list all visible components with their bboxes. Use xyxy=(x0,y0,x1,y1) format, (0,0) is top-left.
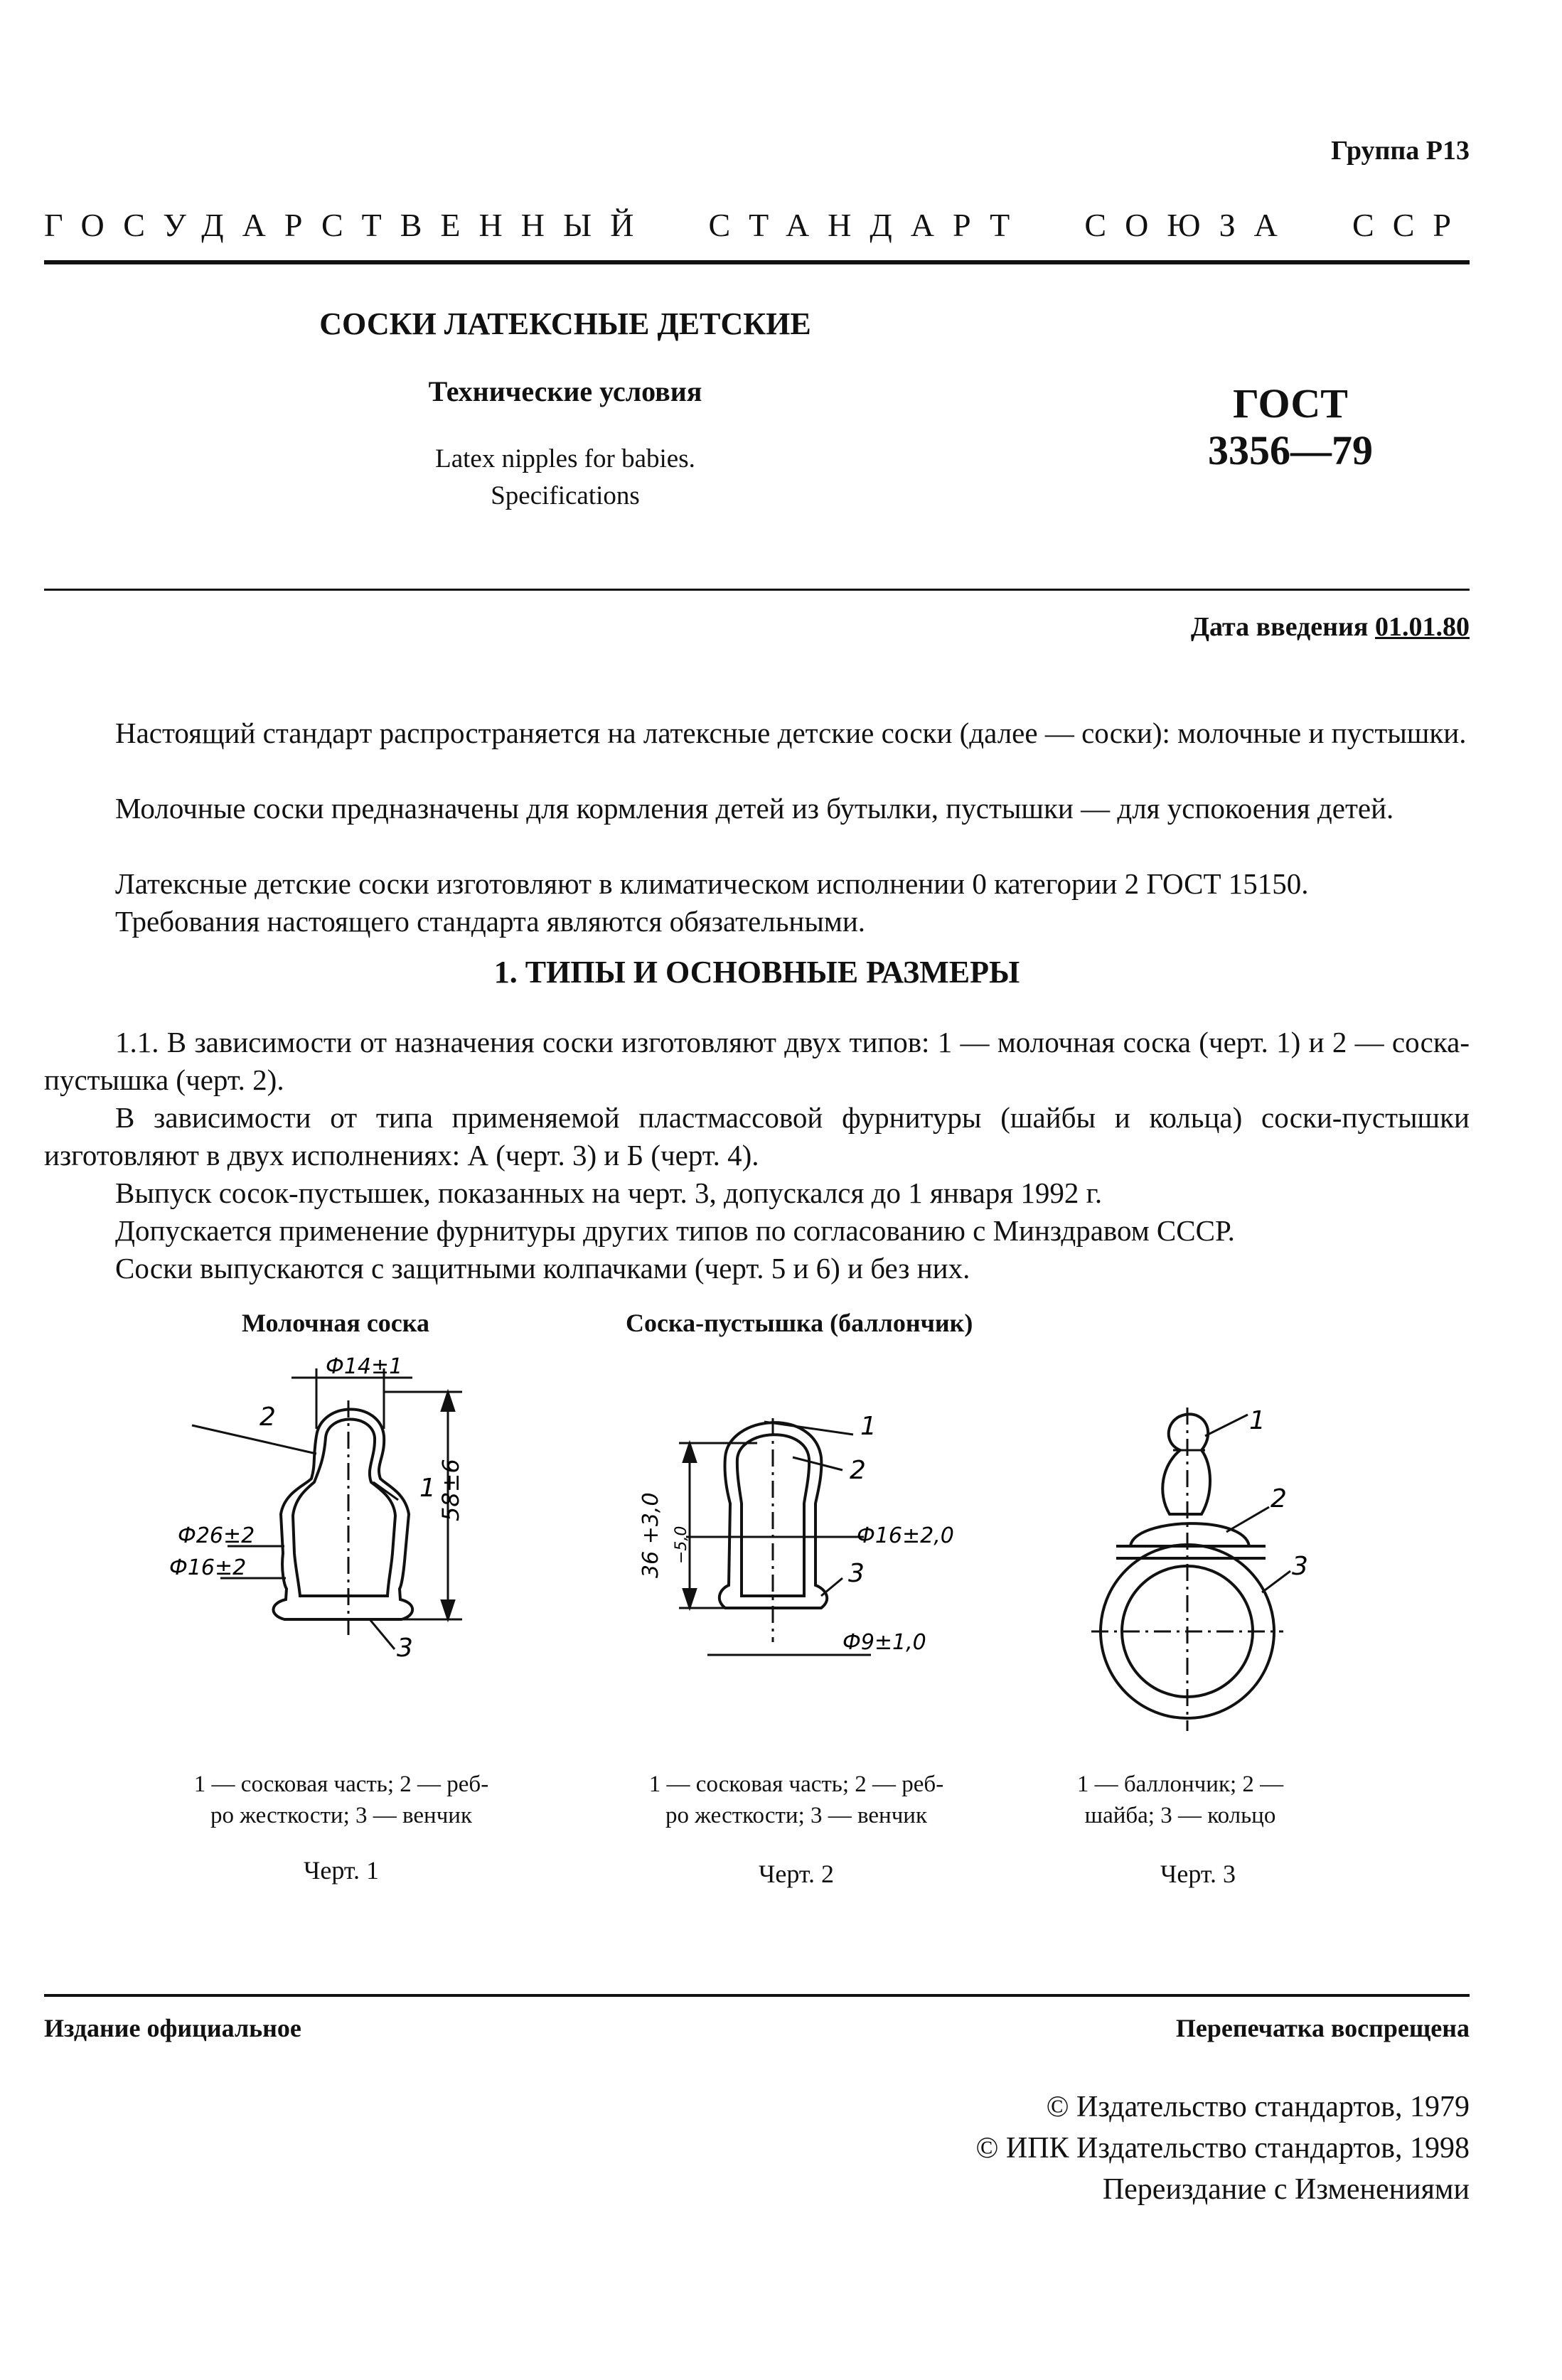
official-edition: Издание официальное xyxy=(44,2014,301,2042)
english-title xyxy=(352,441,779,515)
caption-line: 1 — сосковая часть; 2 — реб- xyxy=(193,1771,489,1797)
header-rule xyxy=(44,260,1470,264)
gost-number: 3356—79 xyxy=(1208,427,1373,473)
dim-height-label: 58±6 xyxy=(437,1459,464,1521)
section-heading: 1. ТИПЫ И ОСНОВНЫЕ РАЗМЕРЫ xyxy=(493,955,1020,990)
figure-1-drawing xyxy=(135,1351,533,1763)
section-paragraph: Соски выпускаются с защитными колпачками (черт. 5 и 6) и без них. xyxy=(115,1252,970,1285)
copyright-line: © ИПК Издательство стандартов, 1998 xyxy=(975,2132,1470,2165)
figure-3-number: Черт. 3 xyxy=(1160,1860,1236,1888)
figure-3-caption xyxy=(1024,1769,1337,1831)
intro-paragraph: Настоящий стандарт распространяется на латексные детские соски (далее — соски): молочные и пустышки. xyxy=(115,717,1467,749)
figure-1-caption xyxy=(156,1769,526,1831)
intro-date-label: Дата введения xyxy=(1190,612,1369,642)
figure-2-caption xyxy=(611,1769,981,1831)
part-label-2: 2 xyxy=(260,1403,276,1432)
reissue-line: Переиздание с Изменениями xyxy=(1102,2173,1470,2206)
part-label-2: 2 xyxy=(1271,1484,1287,1513)
intro-date-value: 01.01.80 xyxy=(1375,612,1470,642)
document-title: СОСКИ ЛАТЕКСНЫЕ ДЕТСКИЕ xyxy=(319,306,811,341)
intro-paragraph: Требования настоящего стандарта являются обязательными. xyxy=(115,905,866,938)
copyright-block xyxy=(975,2086,1470,2210)
dim-neck-label: Ф16±2 xyxy=(169,1555,247,1580)
nipple-inner xyxy=(293,1420,395,1597)
header-word: СОЮЗА xyxy=(1084,207,1296,243)
caption-line: ро жесткости; 3 — венчик xyxy=(665,1803,927,1828)
gost-designation xyxy=(1152,380,1429,474)
section-paragraph: В зависимости от типа применяемой пластмассовой фурнитуры (шайбы и кольца) соски-пустышки изготовляют в двух исполнениях: А (черт. 3) и Б (черт. 4). xyxy=(44,1101,1470,1172)
dim-body-label: Ф26±2 xyxy=(178,1523,255,1548)
footer-rule xyxy=(44,1994,1470,1997)
standard-header xyxy=(44,206,1470,244)
title-rule xyxy=(44,589,1470,591)
figure-1-number: Черт. 1 xyxy=(304,1856,379,1885)
part-label-3: 3 xyxy=(1292,1552,1308,1581)
shield xyxy=(1130,1523,1249,1546)
part-label-1: 1 xyxy=(1249,1406,1266,1435)
section-paragraph: Допускается применение фурнитуры других типов по согласованию с Минздравом СССР. xyxy=(115,1214,1235,1247)
header-word: СТАНДАРТ xyxy=(708,207,1029,243)
gost-label: ГОСТ xyxy=(1233,380,1348,427)
intro-date xyxy=(1191,611,1470,643)
header-word: ГОСУДАРСТВЕННЫЙ xyxy=(44,207,653,243)
header-word: ССР xyxy=(1352,207,1470,243)
copyright-line: © Издательство стандартов, 1979 xyxy=(1046,2091,1470,2123)
part-label-2: 2 xyxy=(850,1456,866,1485)
caption-line: шайба; 3 — кольцо xyxy=(1084,1803,1276,1828)
caption-line: 1 — баллончик; 2 — xyxy=(1076,1771,1284,1797)
intro-paragraph: Латексные детские соски изготовляют в климатическом исполнении 0 категории 2 ГОСТ 15150. xyxy=(115,867,1309,900)
section-paragraph: Выпуск сосок-пустышек, показанных на черт. 3, допускался до 1 января 1992 г. xyxy=(115,1176,1103,1209)
caption-line: 1 — сосковая часть; 2 — реб- xyxy=(648,1771,944,1797)
dim-bottom-label: Ф9±1,0 xyxy=(842,1630,926,1655)
section-paragraph: 1.1. В зависимости от назначения соски изготовляют двух типов: 1 — молочная соска (черт. 1) и 2 — соска-пустышка (черт. 2). xyxy=(44,1026,1470,1096)
part-label-1: 1 xyxy=(419,1474,436,1503)
dim-height-tolerance: −5,0 xyxy=(673,1526,690,1564)
dim-height-label: 36 +3,0 xyxy=(638,1492,663,1578)
group-label: Группа Р13 xyxy=(1331,136,1470,166)
english-title-line: Specifications xyxy=(491,481,640,510)
intro-paragraph: Молочные соски предназначены для кормления детей из бутылки, пустышки — для успокоения детей. xyxy=(115,792,1394,825)
part-label-3: 3 xyxy=(397,1634,413,1663)
figure-title: Молочная соска xyxy=(242,1309,429,1337)
dim-top-label: Ф14±1 xyxy=(326,1354,403,1379)
figure-3-drawing xyxy=(1063,1393,1376,1763)
dim-top-label: Ф16±2,0 xyxy=(857,1523,954,1548)
english-title-line: Latex nipples for babies. xyxy=(435,444,695,473)
part-label-3: 3 xyxy=(848,1559,865,1588)
reprint-notice: Перепечатка воспрещена xyxy=(1175,2014,1470,2042)
figure-2-drawing xyxy=(608,1351,1006,1763)
part-label-1: 1 xyxy=(860,1412,877,1441)
caption-line: ро жесткости; 3 — венчик xyxy=(210,1803,472,1828)
document-subtitle: Технические условия xyxy=(428,375,702,407)
figure-2-number: Черт. 2 xyxy=(759,1860,834,1888)
figure-title: Соска-пустышка (баллончик) xyxy=(626,1309,973,1337)
